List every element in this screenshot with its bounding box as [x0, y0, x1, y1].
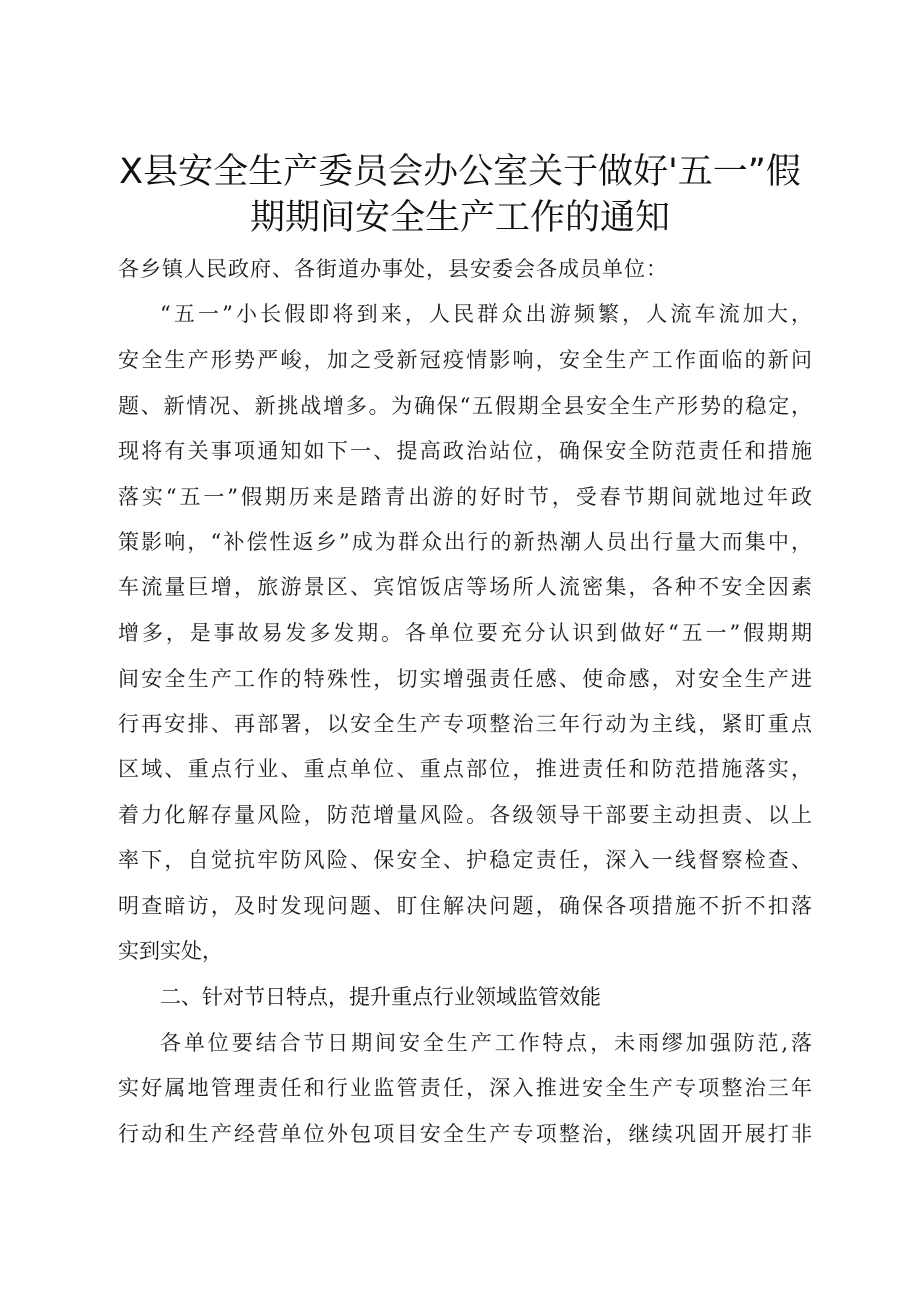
- paragraph-line: 增多，是事故易发多发期。各单位要充分认识到做好“五一”假期期: [118, 621, 812, 645]
- paragraph-line: 间安全生产工作的特殊性，切实增强责任感、使命感，对安全生产进: [118, 667, 812, 691]
- paragraph-line: 区域、重点行业、重点单位、重点部位，推进责任和防范措施落实，: [118, 757, 812, 781]
- paragraph-line: 落实“五一”假期历来是踏青出游的好时节，受春节期间就地过年政: [118, 485, 812, 509]
- salutation: 各乡镇人民政府、各街道办事处，县安委会各成员单位：: [118, 257, 668, 281]
- document-title-line-1: X县安全生产委员会办公室关于做好'五一”假: [119, 152, 801, 192]
- document-title-line-2: 期期间安全生产工作的通知: [249, 198, 670, 238]
- paragraph-line: 着力化解存量风险，防范增量风险。各级领导干部要主动担责、以上: [118, 803, 812, 827]
- paragraph-line: 明查暗访，及时发现问题、盯住解决问题，确保各项措施不折不扣落: [118, 894, 812, 918]
- paragraph-line: 实到实处，: [118, 939, 223, 963]
- section-2-heading: 二、针对节日特点，提升重点行业领域监管效能: [160, 985, 601, 1009]
- paragraph-line: “五一”小长假即将到来，人民群众出游频繁，人流车流加大，: [160, 302, 812, 326]
- paragraph-line: 行动和生产经营单位外包项目安全生产专项整治，继续巩固开展打非: [118, 1122, 812, 1146]
- paragraph-line: 安全生产形势严峻，加之受新冠疫情影响，安全生产工作面临的新问: [118, 348, 812, 372]
- paragraph-line: 车流量巨增，旅游景区、宾馆饭店等场所人流密集，各种不安全因素: [118, 575, 812, 599]
- paragraph-line: 行再安排、再部署，以安全生产专项整治三年行动为主线，紧盯重点: [118, 712, 812, 736]
- paragraph-line: 实好属地管理责任和行业监管责任，深入推进安全生产专项整治三年: [118, 1076, 812, 1100]
- paragraph-line: 题、新情况、新挑战增多。为确保“五假期全县安全生产形势的稳定，: [118, 394, 812, 418]
- paragraph-line: 各单位要结合节日期间安全生产工作特点，未雨缪加强防范,落: [160, 1031, 812, 1055]
- paragraph-line: 现将有关事项通知如下一、提高政治站位，确保安全防范责任和措施: [118, 439, 812, 463]
- paragraph-line: 率下，自觉抗牢防风险、保安全、护稳定责任，深入一线督察检查、: [118, 848, 812, 872]
- paragraph-line: 策影响，“补偿性返乡”成为群众出行的新热潮人员出行量大而集中，: [118, 530, 812, 554]
